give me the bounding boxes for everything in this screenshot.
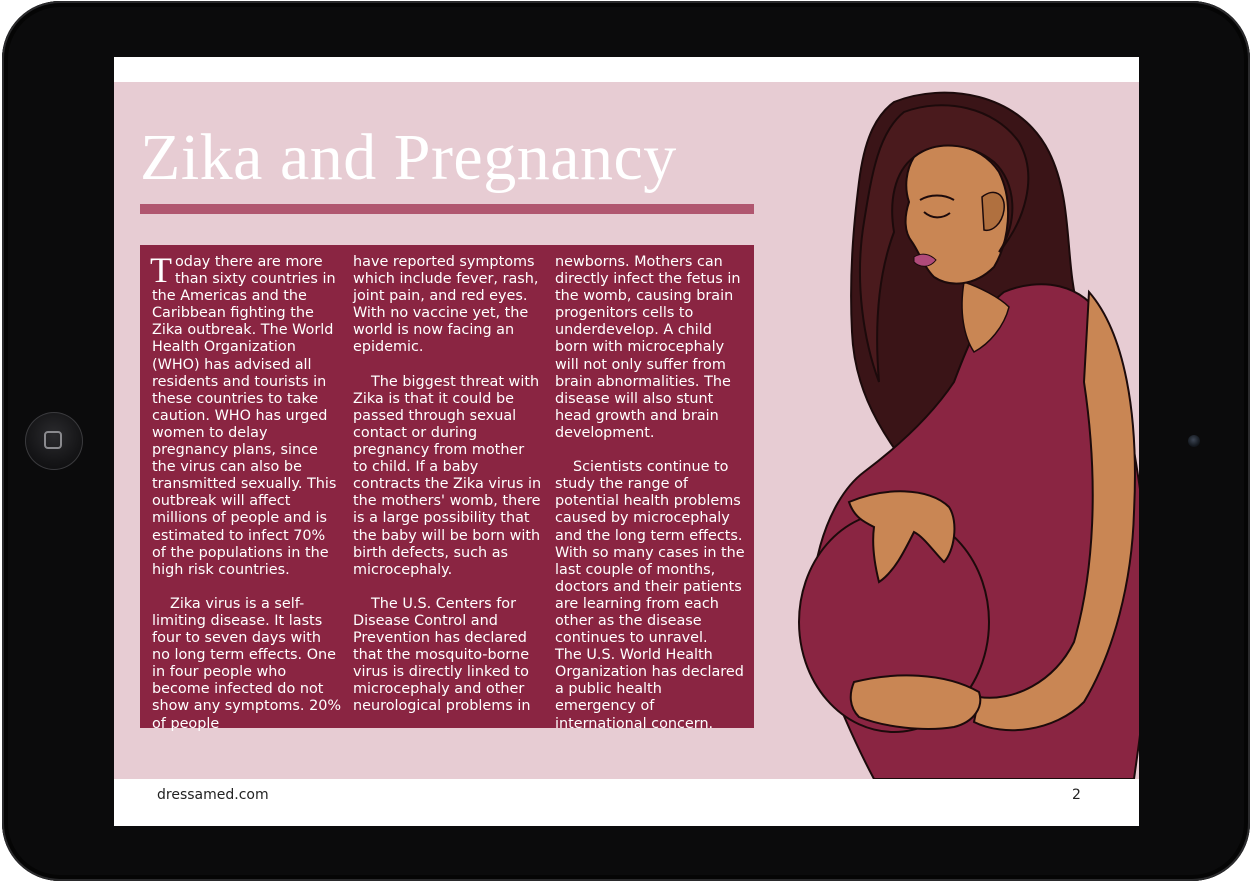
article-column-2 bbox=[353, 254, 543, 716]
article-paragraph: Today there are more than sixty countries in the Americas and the Caribbean fighting the Zika outbreak. The World Health Organization (WHO) has advised all residents and tourists in these countries to take caution. WHO has urged women to delay pregnancy plans, since the virus can also be transmitted sexually. This outbreak will affect millions of people and is estimated to infect 70% of the populations in the high risk countries. bbox=[150, 250, 337, 578]
article-paragraph: The U.S. World Health Organization has declared a public health emergency of international concern. bbox=[555, 647, 744, 732]
article-paragraph: The U.S. Centers for Disease Control and Prevention has declared that the mosquito-borne virus is directly linked to microcephaly and other neurological problems in bbox=[353, 595, 531, 715]
home-button-icon bbox=[44, 431, 62, 449]
article-text-panel bbox=[140, 245, 754, 732]
tablet-screen bbox=[114, 57, 1139, 826]
article-paragraph: The biggest threat with Zika is that it could be passed through sexual contact or during pregnancy from mother to child. If a baby contracts the Zika virus in the mothers' womb, there is a large possibility that the baby will be born with birth defects, such as microcephaly. bbox=[353, 373, 542, 578]
page-footer bbox=[114, 779, 1139, 826]
page-number: 2 bbox=[1072, 787, 1081, 803]
title-underline bbox=[140, 204, 754, 214]
article-column-3 bbox=[555, 254, 745, 733]
home-button[interactable] bbox=[25, 412, 83, 470]
drop-cap: T bbox=[150, 250, 172, 290]
page-title: Zika and Pregnancy bbox=[140, 121, 677, 194]
magazine-page bbox=[114, 82, 1139, 779]
article-column-1 bbox=[150, 250, 342, 733]
article-paragraph: Scientists continue to study the range of potential health problems caused by microcephaly and the long term effects. With so many cases in the last couple of months, doctors and their patients are learning from each other as the disease continues to unravel. bbox=[555, 459, 745, 647]
article-paragraph: newborns. Mothers can directly infect the fetus in the womb, causing brain progenitors cells to underdevelop. A child born with microcephaly will not only suffer from brain abnormalities. The disease will also stunt head growth and brain development. bbox=[555, 254, 741, 441]
hand-bottom bbox=[851, 675, 981, 729]
pregnant-woman-illustration bbox=[754, 82, 1139, 779]
site-url[interactable]: dressamed.com bbox=[157, 787, 269, 803]
front-camera-icon bbox=[1188, 435, 1200, 447]
article-paragraph: Zika virus is a self-limiting disease. It lasts four to seven days with no long term effects. One in four people who become infected do not show any symptoms. 20% of people bbox=[152, 595, 342, 732]
article-paragraph: have reported symptoms which include fever, rash, joint pain, and red eyes. With no vaccine yet, the world is now facing an epidemic. bbox=[353, 254, 539, 356]
